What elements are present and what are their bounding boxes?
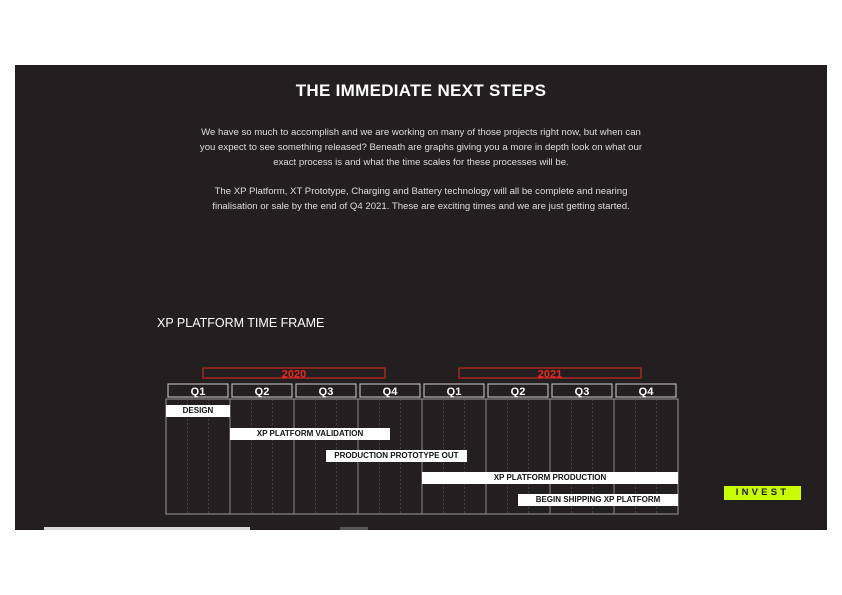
quarter-label: Q4 — [382, 386, 398, 398]
intro-paragraph: We have so much to accomplish and we are working on many of those projects right now, but when can you expect to see something released? Beneath are graphs giving you a more in depth look on what our exact process is and what the time scales for these processes will be. — [199, 127, 643, 168]
year-label: 2021 — [537, 368, 563, 381]
page-title: THE IMMEDIATE NEXT STEPS — [295, 81, 547, 100]
quarter-label: Q1 — [190, 386, 206, 398]
detail-paragraph: The XP Platform, XT Prototype, Charging and Battery technology will all be complete and nearing finalisation or sale by the end of Q4 2021. These are exciting times and we are just getting started. — [212, 186, 630, 212]
task-bar: BEGIN SHIPPING XP PLATFORM — [518, 494, 678, 506]
invest-button[interactable]: INVEST — [724, 486, 801, 500]
task-bar: PRODUCTION PROTOTYPE OUT — [326, 450, 467, 462]
quarter-label: Q3 — [318, 386, 334, 398]
section-title: XP PLATFORM TIME FRAME — [157, 316, 325, 330]
year-label: 2020 — [281, 368, 307, 381]
quarter-label: Q2 — [254, 386, 270, 398]
task-bar: DESIGN — [166, 405, 230, 417]
quarter-label: Q2 — [510, 386, 526, 398]
task-bar: XP PLATFORM VALIDATION — [230, 428, 390, 440]
quarter-label: Q3 — [574, 386, 590, 398]
quarter-label: Q1 — [446, 386, 462, 398]
quarter-label: Q4 — [638, 386, 654, 398]
scroll-indicator[interactable] — [44, 527, 250, 530]
scroll-indicator-tab — [340, 527, 368, 530]
task-bar: XP PLATFORM PRODUCTION — [422, 472, 678, 484]
